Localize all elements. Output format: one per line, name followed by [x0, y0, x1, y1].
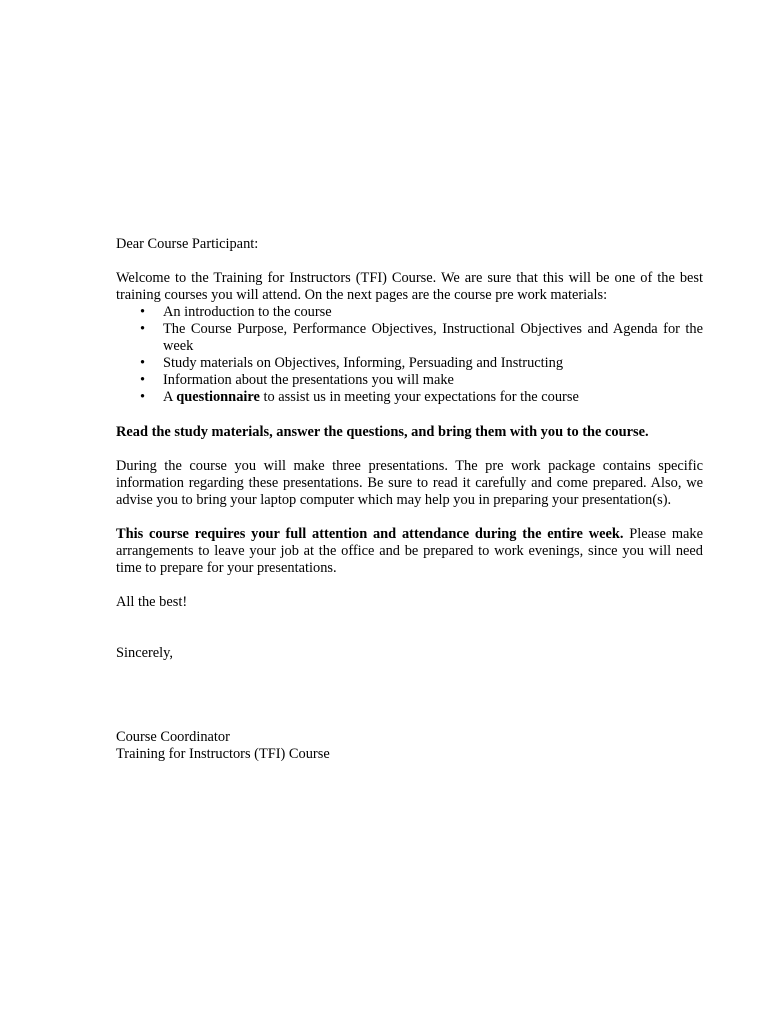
list-item — [116, 372, 703, 389]
questionnaire-prefix: A — [163, 389, 177, 405]
bullet-icon: • — [140, 355, 146, 371]
attendance-bold: This course requires your full attention and attendance during the entire week. — [116, 526, 624, 542]
questionnaire-bold: questionnaire — [176, 389, 260, 405]
signature-title: Course Coordinator — [116, 729, 230, 745]
list-item-text: Information about the presentations you will make — [163, 372, 454, 388]
list-item-questionnaire — [116, 389, 703, 406]
instruction-paragraph — [116, 424, 703, 441]
spacer — [116, 406, 703, 424]
bullet-icon: • — [140, 372, 146, 388]
list-item — [116, 321, 703, 355]
instruction-bold: Read the study materials, answer the questions, and bring them with you to the course. — [116, 424, 649, 440]
list-item-text: An introduction to the course — [163, 304, 332, 320]
spacer — [116, 509, 703, 526]
wishes: All the best! — [116, 594, 188, 610]
bullet-icon: • — [140, 304, 146, 320]
attendance-rest: Please make arrangements to leave your job at the office and be prepared to work evenings, since you will need time to prepare for your presentations. — [116, 526, 703, 576]
list-item-text: Study materials on Objectives, Informing, Persuading and Instructing — [163, 355, 564, 371]
presentations-paragraph: During the course you will make three presentations. The pre work package contains specific information regarding these presentations. Be sure to read it carefully and come prepared. Also, we advise you to bring your laptop computer which may help you in preparing your presentation(s). — [116, 458, 703, 508]
spacer — [116, 441, 703, 458]
attendance-paragraph — [116, 526, 703, 577]
list-item — [116, 304, 703, 321]
intro-paragraph: Welcome to the Training for Instructors (TFI) Course. We are sure that this will be one of the best training courses you will attend. On the next pages are the course pre work materials: — [116, 270, 703, 303]
spacer — [116, 577, 703, 594]
materials-list — [116, 304, 703, 406]
salutation: Dear Course Participant: — [116, 236, 259, 252]
signature-course: Training for Instructors (TFI) Course — [116, 746, 330, 762]
questionnaire-suffix: to assist us in meeting your expectations for the course — [259, 389, 579, 405]
list-item — [116, 355, 703, 372]
letter-body — [116, 236, 703, 763]
spacer — [116, 611, 703, 645]
bullet-icon: • — [140, 389, 146, 405]
spacer — [116, 253, 703, 270]
closing: Sincerely, — [116, 645, 174, 661]
list-item-text: The Course Purpose, Performance Objectives, Instructional Objectives and Agenda for the week — [163, 321, 703, 354]
bullet-icon: • — [140, 321, 146, 337]
signature-space — [116, 662, 703, 729]
